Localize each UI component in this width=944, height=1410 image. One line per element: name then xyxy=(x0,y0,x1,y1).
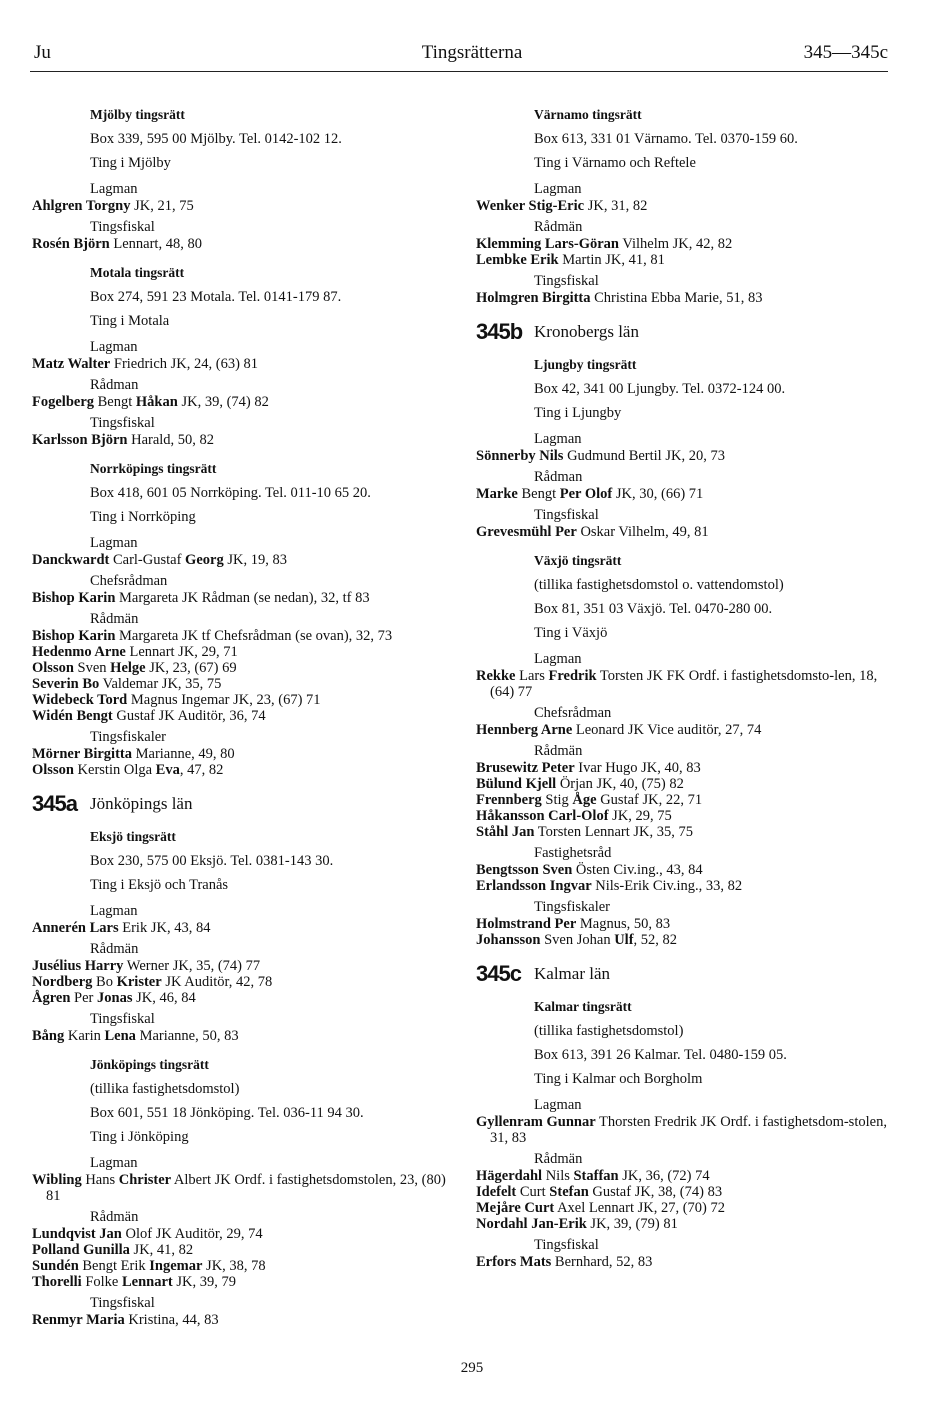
person-details: Harald, 50, 82 xyxy=(127,432,215,448)
person-details: Magnus Ingemar JK, 23, (67) 71 xyxy=(127,692,321,708)
person-details: JK, 29, 75 xyxy=(608,808,672,824)
person-name-bold: Mejåre Curt xyxy=(476,1200,555,1216)
person-details: JK, 41, 82 xyxy=(129,1242,194,1258)
person-details: Vilhelm JK, 42, 82 xyxy=(618,236,733,252)
person-details: JK, 38, 78 xyxy=(202,1258,266,1274)
person-name-bold: Danckwardt xyxy=(32,552,110,568)
person-details: Ivar Hugo JK, 40, 83 xyxy=(574,760,701,776)
court-heading: Norrköpings tingsrätt xyxy=(90,461,217,476)
person-name-bold: Ingemar xyxy=(149,1258,203,1274)
person-entry xyxy=(32,692,447,708)
person-name-bold: Georg xyxy=(185,552,224,568)
person-details: Karin xyxy=(64,1028,105,1044)
person-name-bold: Hennberg Arne xyxy=(476,722,573,738)
person-details: JK, 46, 84 xyxy=(132,990,196,1006)
person-details: Östen Civ.ing., 43, 84 xyxy=(572,862,703,878)
person-name-bold: Grevesmühl Per xyxy=(476,524,577,540)
spacer xyxy=(32,252,447,262)
person-details: Kristina, 44, 83 xyxy=(124,1312,219,1328)
person-details: Bengt xyxy=(517,486,560,502)
person-details: Margareta JK tf Chefsrådman (se ovan), 32, 73 xyxy=(115,628,393,644)
person-name-bold: Bülund Kjell xyxy=(476,776,557,792)
person-name-bold: Holmstrand Per xyxy=(476,916,577,932)
person-name-bold: Ståhl Jan xyxy=(476,824,535,840)
person-name-bold: Bengtsson Sven xyxy=(476,862,573,878)
person-entry xyxy=(476,792,896,808)
person-details: , 47, 82 xyxy=(179,762,224,778)
person-name-bold: Christer xyxy=(118,1172,172,1188)
court-info-line: (tillika fastighetsdomstol o. vattendomstol) xyxy=(534,577,784,593)
person-entry xyxy=(32,1172,447,1204)
court-info-line: Ting i Kalmar och Borgholm xyxy=(534,1071,703,1087)
person-details: Carl-Gustaf xyxy=(109,552,186,568)
person-details: Gustaf JK, 22, 71 xyxy=(596,792,703,808)
person-name-bold: Staffan xyxy=(573,1168,619,1184)
role-heading: Rådman xyxy=(534,469,583,485)
person-details: Torsten JK FK Ordf. i fastighetsdomsto-len, 18, (64) 77 xyxy=(490,668,878,700)
person-entry xyxy=(32,1258,447,1274)
person-details: Bengt xyxy=(94,394,136,410)
person-name-bold: Hedenmo Arne xyxy=(32,644,126,660)
role-heading: Lagman xyxy=(90,339,138,355)
person-entry xyxy=(476,932,896,948)
person-entry xyxy=(32,628,447,644)
person-details: Sven xyxy=(73,660,111,676)
court-info-line: Box 42, 341 00 Ljungby. Tel. 0372-124 00. xyxy=(534,381,786,397)
person-entry xyxy=(476,1184,896,1200)
person-details: Olof JK Auditör, 29, 74 xyxy=(121,1226,263,1242)
person-entry xyxy=(32,1028,447,1044)
person-details: Lars xyxy=(515,668,549,684)
person-name-bold: Per Olof xyxy=(559,486,613,502)
role-heading: Fastighetsråd xyxy=(534,845,612,861)
person-details: Sven Johan xyxy=(540,932,615,948)
court-info-line: Box 613, 331 01 Värnamo. Tel. 0370-159 60. xyxy=(534,131,798,147)
court-heading: Kalmar tingsrätt xyxy=(534,999,632,1014)
person-name-bold: Holmgren Birgitta xyxy=(476,290,591,306)
person-details: Kerstin Olga xyxy=(73,762,156,778)
person-name-bold: Polland Gunilla xyxy=(32,1242,130,1258)
role-heading: Chefsrådman xyxy=(534,705,612,721)
person-details: Bengt Erik xyxy=(78,1258,150,1274)
person-details: JK, 30, (66) 71 xyxy=(612,486,704,502)
court-heading: Motala tingsrätt xyxy=(90,265,185,280)
court-info-line: Box 601, 551 18 Jönköping. Tel. 036-11 94 30. xyxy=(90,1105,364,1121)
person-name-bold: Matz Walter xyxy=(32,356,111,372)
person-details: Friedrich JK, 24, (63) 81 xyxy=(110,356,259,372)
person-details: JK, 21, 75 xyxy=(130,198,194,214)
person-entry xyxy=(32,990,447,1006)
person-entry xyxy=(32,1274,447,1290)
person-details: Hans xyxy=(81,1172,119,1188)
court-info-line: (tillika fastighetsdomstol) xyxy=(90,1081,240,1097)
person-name-bold: Gyllenram Gunnar xyxy=(476,1114,596,1130)
header-rule xyxy=(30,71,888,72)
person-details: Werner JK, 35, (74) 77 xyxy=(123,958,261,974)
role-heading: Lagman xyxy=(534,181,582,197)
person-details: Magnus, 50, 83 xyxy=(576,916,671,932)
person-entry xyxy=(32,644,447,660)
court-heading: Växjö tingsrätt xyxy=(534,553,622,568)
person-details: Nils xyxy=(542,1168,574,1184)
role-heading: Rådmän xyxy=(90,611,139,627)
person-details: Gustaf JK Auditör, 36, 74 xyxy=(112,708,266,724)
county-section-heading xyxy=(32,782,447,826)
role-heading: Lagman xyxy=(534,431,582,447)
person-name-bold: Hägerdahl xyxy=(476,1168,543,1184)
person-name-bold: Idefelt xyxy=(476,1184,517,1200)
person-entry xyxy=(476,776,896,792)
person-name-bold: Widén Bengt xyxy=(32,708,113,724)
person-name-bold: Wenker Stig-Eric xyxy=(476,198,585,214)
person-details: Valdemar JK, 35, 75 xyxy=(99,676,222,692)
person-name-bold: Eva xyxy=(155,762,180,778)
person-name-bold: Håkansson Carl-Olof xyxy=(476,808,609,824)
person-entry xyxy=(476,198,896,214)
person-name-bold: Nordahl Jan-Erik xyxy=(476,1216,587,1232)
court-info-line: Ting i Eksjö och Tranås xyxy=(90,877,229,893)
court-info-line: Ting i Mjölby xyxy=(90,155,171,171)
person-name-bold: Olsson xyxy=(32,660,74,676)
role-heading: Chefsrådman xyxy=(90,573,168,589)
court-heading: Jönköpings tingsrätt xyxy=(90,1057,209,1072)
person-entry xyxy=(32,958,447,974)
person-entry xyxy=(476,916,896,932)
right-column xyxy=(476,104,896,1270)
person-entry xyxy=(476,252,896,268)
person-entry xyxy=(32,708,447,724)
person-name-bold: Widebeck Tord xyxy=(32,692,128,708)
role-heading: Rådmän xyxy=(90,1209,139,1225)
person-details: Folke xyxy=(81,1274,122,1290)
person-entry xyxy=(32,590,447,606)
person-details: JK Auditör, 42, 78 xyxy=(161,974,273,990)
role-heading: Tingsfiskal xyxy=(90,1295,155,1311)
person-name-bold: Rekke xyxy=(476,668,516,684)
person-name-bold: Jonas xyxy=(97,990,133,1006)
person-entry xyxy=(32,1226,447,1242)
role-heading: Tingsfiskal xyxy=(534,1237,599,1253)
person-details: JK, 39, (74) 82 xyxy=(177,394,269,410)
person-name-bold: Fogelberg xyxy=(32,394,95,410)
person-name-bold: Ahlgren Torgny xyxy=(32,198,131,214)
section-number: 345a xyxy=(32,791,77,816)
court-heading: Mjölby tingsrätt xyxy=(90,107,185,122)
county-section-heading xyxy=(476,952,896,996)
role-heading: Lagman xyxy=(534,1097,582,1113)
person-entry xyxy=(32,676,447,692)
county-name: Jönköpings län xyxy=(90,794,193,813)
person-name-bold: Sundén xyxy=(32,1258,79,1274)
person-entry xyxy=(32,1312,447,1328)
person-entry xyxy=(32,762,447,778)
person-entry xyxy=(32,552,447,568)
person-entry xyxy=(32,198,447,214)
role-heading: Tingsfiskal xyxy=(534,273,599,289)
person-entry xyxy=(32,746,447,762)
person-entry xyxy=(476,290,896,306)
person-name-bold: Erlandsson Ingvar xyxy=(476,878,592,894)
person-entry xyxy=(476,722,896,738)
person-details: Bernhard, 52, 83 xyxy=(551,1254,653,1270)
person-name-bold: Bishop Karin xyxy=(32,628,116,644)
role-heading: Rådman xyxy=(90,377,139,393)
person-entry xyxy=(32,1242,447,1258)
person-details: JK, 31, 82 xyxy=(584,198,648,214)
page-number: 295 xyxy=(460,1360,484,1376)
role-heading: Tingsfiskaler xyxy=(90,729,166,745)
person-name-bold: Thorelli xyxy=(32,1274,82,1290)
person-name-bold: Sönnerby Nils xyxy=(476,448,564,464)
person-details: JK, 39, (79) 81 xyxy=(586,1216,678,1232)
running-header-title: Tingsrätterna xyxy=(421,42,523,63)
person-name-bold: Ulf xyxy=(614,932,634,948)
person-entry xyxy=(476,1114,896,1146)
spacer xyxy=(32,448,447,458)
section-number: 345b xyxy=(476,319,523,344)
court-info-line: Ting i Värnamo och Reftele xyxy=(534,155,696,171)
role-heading: Rådmän xyxy=(534,219,583,235)
person-entry xyxy=(476,1216,896,1232)
person-details: Torsten Lennart JK, 35, 75 xyxy=(534,824,694,840)
person-name-bold: Marke xyxy=(476,486,518,502)
person-name-bold: Renmyr Maria xyxy=(32,1312,125,1328)
person-details: Albert JK Ordf. i fastighetsdomstolen, 23, (80) 81 xyxy=(46,1172,446,1204)
person-entry xyxy=(476,1168,896,1184)
person-name-bold: Mörner Birgitta xyxy=(32,746,132,762)
left-column xyxy=(32,104,447,1328)
person-entry xyxy=(476,862,896,878)
person-details: Gustaf JK, 38, (74) 83 xyxy=(588,1184,723,1200)
person-details: Lennart, 48, 80 xyxy=(109,236,202,252)
court-heading: Ljungby tingsrätt xyxy=(534,357,637,372)
role-heading: Lagman xyxy=(90,181,138,197)
role-heading: Lagman xyxy=(90,535,138,551)
person-name-bold: Nordberg xyxy=(32,974,93,990)
person-entry xyxy=(476,824,896,840)
person-details: , 52, 82 xyxy=(633,932,678,948)
court-info-line: Ting i Jönköping xyxy=(90,1129,189,1145)
court-info-line: Box 230, 575 00 Eksjö. Tel. 0381-143 30. xyxy=(90,853,334,869)
running-header-left: Ju xyxy=(34,42,51,63)
person-details: Marianne, 49, 80 xyxy=(132,746,235,762)
person-entry xyxy=(476,1200,896,1216)
court-info-line: (tillika fastighetsdomstol) xyxy=(534,1023,684,1039)
role-heading: Lagman xyxy=(90,1155,138,1171)
person-entry xyxy=(476,524,896,540)
person-details: Thorsten Fredrik JK Ordf. i fastighetsdom-stolen, 31, 83 xyxy=(490,1114,887,1146)
person-name-bold: Olsson xyxy=(32,762,74,778)
role-heading: Rådmän xyxy=(90,941,139,957)
spacer xyxy=(476,540,896,550)
role-heading: Tingsfiskaler xyxy=(534,899,610,915)
person-name-bold: Lembke Erik xyxy=(476,252,559,268)
person-entry xyxy=(32,920,447,936)
person-entry xyxy=(32,356,447,372)
person-name-bold: Severin Bo xyxy=(32,676,100,692)
court-info-line: Box 81, 351 03 Växjö. Tel. 0470-280 00. xyxy=(534,601,773,617)
person-name-bold: Åge xyxy=(572,792,597,808)
person-entry xyxy=(32,660,447,676)
person-details: Axel Lennart JK, 27, (70) 72 xyxy=(554,1200,725,1216)
person-details: JK, 19, 83 xyxy=(223,552,287,568)
role-heading: Tingsfiskal xyxy=(90,1011,155,1027)
county-section-heading xyxy=(476,310,896,354)
person-name-bold: Lundqvist Jan xyxy=(32,1226,122,1242)
role-heading: Lagman xyxy=(534,651,582,667)
person-details: Curt xyxy=(516,1184,550,1200)
person-name-bold: Karlsson Björn xyxy=(32,432,128,448)
running-header-section-range: 345—345c xyxy=(803,42,888,63)
person-name-bold: Krister xyxy=(116,974,162,990)
person-name-bold: Håkan xyxy=(135,394,178,410)
court-info-line: Box 418, 601 05 Norrköping. Tel. 011-10 65 20. xyxy=(90,485,371,501)
court-info-line: Box 339, 595 00 Mjölby. Tel. 0142-102 12. xyxy=(90,131,342,147)
person-name-bold: Wibling xyxy=(32,1172,82,1188)
person-details: Christina Ebba Marie, 51, 83 xyxy=(590,290,763,306)
role-heading: Tingsfiskal xyxy=(90,219,155,235)
court-heading: Eksjö tingsrätt xyxy=(90,829,176,844)
person-entry xyxy=(476,808,896,824)
person-details: Örjan JK, 40, (75) 82 xyxy=(556,776,684,792)
court-info-line: Box 274, 591 23 Motala. Tel. 0141-179 87. xyxy=(90,289,342,305)
person-entry xyxy=(32,974,447,990)
section-number: 345c xyxy=(476,961,521,986)
person-name-bold: Rosén Björn xyxy=(32,236,110,252)
person-details: Nils-Erik Civ.ing., 33, 82 xyxy=(591,878,743,894)
person-details: Stig xyxy=(541,792,573,808)
person-details: Per xyxy=(70,990,97,1006)
person-name-bold: Helge xyxy=(110,660,146,676)
person-entry xyxy=(476,236,896,252)
role-heading: Tingsfiskal xyxy=(90,415,155,431)
person-name-bold: Klemming Lars-Göran xyxy=(476,236,619,252)
court-info-line: Ting i Norrköping xyxy=(90,509,196,525)
person-entry xyxy=(32,236,447,252)
person-details: JK, 39, 79 xyxy=(172,1274,236,1290)
role-heading: Rådmän xyxy=(534,743,583,759)
person-entry xyxy=(476,448,896,464)
person-details: Marianne, 50, 83 xyxy=(135,1028,239,1044)
person-name-bold: Frennberg xyxy=(476,792,542,808)
person-name-bold: Lena xyxy=(104,1028,136,1044)
person-entry xyxy=(476,668,896,700)
role-heading: Rådmän xyxy=(534,1151,583,1167)
person-name-bold: Annerén Lars xyxy=(32,920,119,936)
person-details: JK, 36, (72) 74 xyxy=(618,1168,710,1184)
person-name-bold: Brusewitz Peter xyxy=(476,760,575,776)
court-info-line: Ting i Växjö xyxy=(534,625,608,641)
person-name-bold: Jusélius Harry xyxy=(32,958,124,974)
person-details: Martin JK, 41, 81 xyxy=(558,252,665,268)
person-name-bold: Fredrik xyxy=(548,668,597,684)
court-info-line: Box 613, 391 26 Kalmar. Tel. 0480-159 05. xyxy=(534,1047,787,1063)
person-name-bold: Stefan xyxy=(549,1184,589,1200)
person-details: Margareta JK Rådman (se nedan), 32, tf 83 xyxy=(115,590,370,606)
person-entry xyxy=(476,1254,896,1270)
person-name-bold: Bång xyxy=(32,1028,65,1044)
spacer xyxy=(32,1044,447,1054)
court-info-line: Ting i Ljungby xyxy=(534,405,622,421)
role-heading: Lagman xyxy=(90,903,138,919)
person-name-bold: Johansson xyxy=(476,932,541,948)
person-details: Gudmund Bertil JK, 20, 73 xyxy=(563,448,725,464)
person-name-bold: Erfors Mats xyxy=(476,1254,552,1270)
person-details: JK, 23, (67) 69 xyxy=(145,660,237,676)
person-entry xyxy=(476,486,896,502)
person-details: Erik JK, 43, 84 xyxy=(118,920,211,936)
person-details: Lennart JK, 29, 71 xyxy=(125,644,238,660)
court-info-line: Ting i Motala xyxy=(90,313,170,329)
county-name: Kalmar län xyxy=(534,964,610,983)
person-name-bold: Ågren xyxy=(32,990,71,1006)
county-name: Kronobergs län xyxy=(534,322,639,341)
court-heading: Värnamo tingsrätt xyxy=(534,107,642,122)
person-entry xyxy=(476,878,896,894)
person-name-bold: Bishop Karin xyxy=(32,590,116,606)
person-details: Bo xyxy=(92,974,117,990)
person-details: Oskar Vilhelm, 49, 81 xyxy=(576,524,709,540)
person-entry xyxy=(32,394,447,410)
person-entry xyxy=(476,760,896,776)
person-name-bold: Lennart xyxy=(121,1274,173,1290)
role-heading: Tingsfiskal xyxy=(534,507,599,523)
person-entry xyxy=(32,432,447,448)
person-details: Leonard JK Vice auditör, 27, 74 xyxy=(572,722,762,738)
